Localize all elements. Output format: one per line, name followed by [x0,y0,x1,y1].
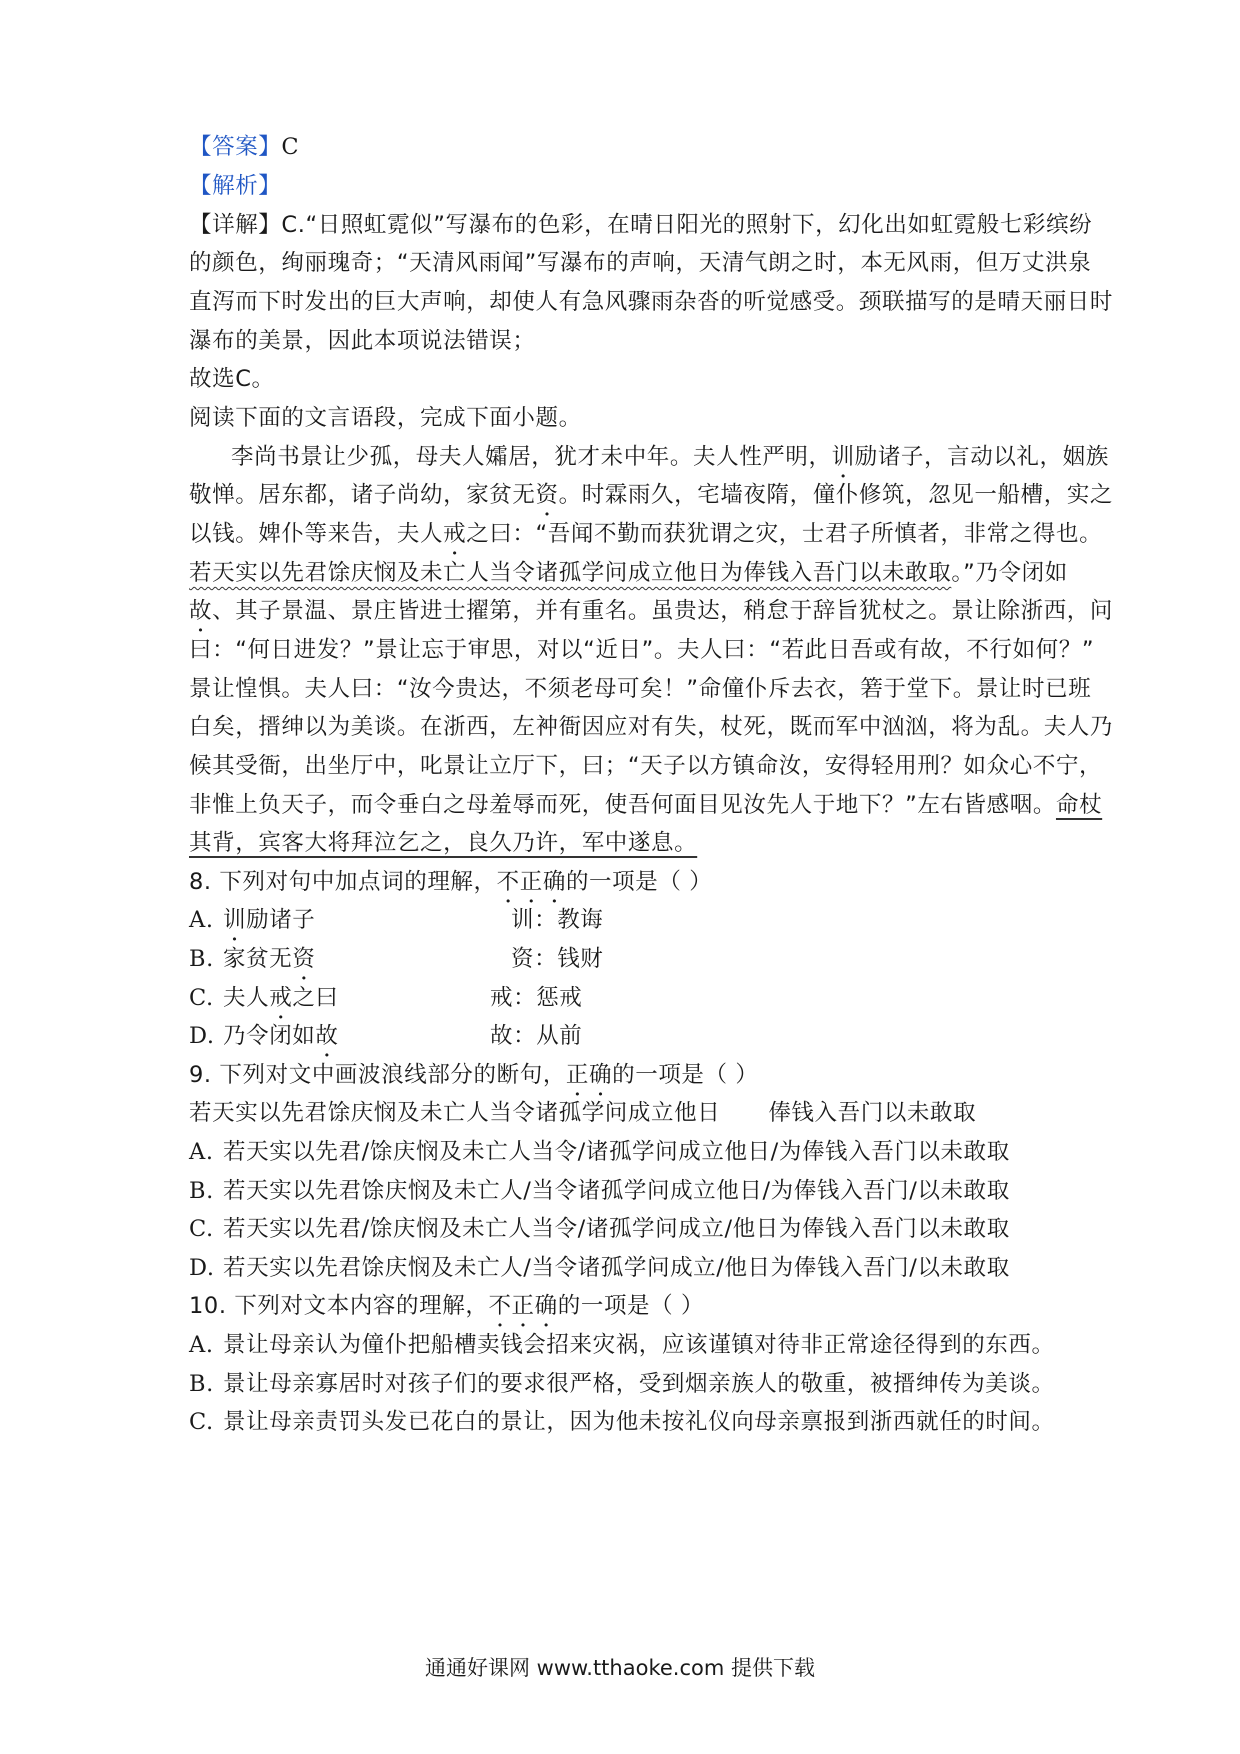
question-8-option-b[interactable] [189,944,1059,985]
emphasis-word: 正确 [565,1062,613,1088]
question-9-sentence [189,1098,1059,1128]
question-8-option-d[interactable] [189,1021,1059,1062]
question-10-option-b[interactable] [189,1369,1059,1399]
option-label: B. [189,1178,214,1204]
option-text: 夫人 [223,985,270,1011]
option-label: C. [189,1216,214,1242]
passage-text: 。时霖雨久，宅墙夜隋，僮仆修筑，忽见一船槽，实之 [558,482,1114,508]
dotted-word: 资 [535,482,559,508]
stem-text: 的一项是（ ） [612,1062,759,1088]
option-label: C. [189,1409,214,1435]
passage-line-7: 景让惶惧。夫人曰：“汝今贵达，不须老母可矣！”命僮仆斥去衣，箬于堂下。景让时已班 [189,676,1092,702]
question-10-stem [189,1291,1059,1332]
option-gloss: 故：从前 [490,1023,583,1049]
passage-line-2 [189,480,1114,521]
emphasis-word: 不正确 [488,1293,558,1319]
option-label: D. [189,1255,215,1281]
option-gloss: 训：教诲 [511,907,604,933]
passage-text: 励诸子，言动以礼，姻族 [854,444,1109,470]
stem-text: 9. 下列对文中画波浪线部分的断句， [189,1062,566,1088]
passage-text: 敬惮。居东都，诸子尚幼，家贫无 [189,482,536,508]
option-label: A. [189,1139,214,1165]
detail-label: 【详解】 [189,212,282,238]
passage-line-11 [189,828,1059,858]
question-9-stem [189,1060,1059,1101]
question-10-option-a[interactable] [189,1330,1059,1360]
answer-line [189,132,1059,162]
passage-line-5 [189,596,1114,637]
option-text: 景让母亲寡居时对孩子们的要求很严格，受到烟亲族人的敬重，被搢绅传为美谈。 [223,1371,1055,1397]
option-label: B. [189,946,214,972]
passage-line-10 [189,790,1103,820]
option-gloss: 戒：惩戒 [490,985,583,1011]
question-9-option-a[interactable] [189,1137,1059,1167]
question-8-stem [189,867,1059,908]
passage-text: 。”乃令闭如 [951,560,1068,586]
option-text: 若天实以先君馀庆悯及未亡人/当令诸孤学问成立他日/为俸钱入吾门/以未敢取 [223,1178,1010,1204]
passage-text: 之曰：“吾闻不勤而获犹谓之灾，士君子所慎者，非常之得也。 [466,521,1103,547]
option-label: B. [189,1371,214,1397]
sentence-part: 若天实以先君馀庆悯及未亡人当令诸孤学问成立他日 [189,1100,721,1126]
question-8-option-c[interactable] [189,983,1059,1024]
passage-line-3 [189,519,1103,560]
passage-text: 李尚书景让少孤，母夫人孀居，犹才未中年。夫人性严明， [231,444,832,470]
stem-text: 10. 下列对文本内容的理解， [189,1293,489,1319]
underlined-sentence: 命杖 [1055,792,1103,818]
passage-text: 、其子景温、景庄皆进士擢第，并有重名。虽贵达，稍怠于辞旨犹杖之。景让除浙西，问 [212,598,1114,624]
option-label: D. [189,1023,215,1049]
dotted-word: 资 [292,946,316,972]
passage-line-1 [231,442,1109,483]
stem-text: 的一项是（ ） [557,1293,705,1319]
emphasis-word: 不正确 [496,869,566,895]
analysis-line [189,171,1059,201]
passage-text: 以钱。婢仆等来告，夫人 [189,521,444,547]
passage-line-9: 候其受衙，出坐厅中，叱景让立厅下，曰；“天子以方镇命汝，安得轻用刑？如众心不宁， [189,753,1103,779]
option-text: 家贫无 [223,946,293,972]
option-text: 若天实以先君/馀庆悯及未亡人当令/诸孤学问成立/他日为俸钱入吾门以未敢取 [223,1216,1010,1242]
dotted-word: 故 [315,1023,339,1049]
option-text: 若天实以先君/馀庆悯及未亡人当令/诸孤学问成立他日/为俸钱入吾门以未敢取 [223,1139,1010,1165]
page-footer: 通通好课网 www.tthaoke.com 提供下载 [425,1656,815,1680]
option-text: 乃令闭如 [223,1023,316,1049]
option-gloss: 资：钱财 [511,946,604,972]
reading-intro: 阅读下面的文言语段，完成下面小题。 [189,405,582,431]
analysis-label: 【解析】 [189,173,282,199]
question-9-option-d[interactable] [189,1253,1059,1283]
option-text: 景让母亲责罚头发已花白的景让，因为他未按礼仪向母亲禀报到浙西就任的时间。 [223,1409,1055,1435]
passage-text: 非惟上负天子，而令垂白之母羞辱而死，使吾何面目见汝先人于地下？”左右皆感咽。 [189,792,1056,818]
option-text: 之曰 [292,985,339,1011]
question-9-option-c[interactable] [189,1214,1059,1244]
wavy-underlined-sentence: 若天实以先君馀庆悯及未亡人当令诸孤学问成立他日为俸钱入吾门以未敢取 [189,560,952,586]
dotted-word: 故 [189,598,213,624]
passage-line-4 [189,558,1068,588]
dotted-word: 训 [831,444,855,470]
question-8-option-a[interactable] [189,905,1059,946]
detail-text: C.“日照虹霓似”写瀑布的色彩，在晴日阳光的照射下，幻化出如虹霓般七彩缤纷 [281,212,1093,238]
passage-line-6: 曰：“何日进发？”景让忘于审思，对以“近日”。夫人曰：“若此日吾或有故，不行如何？” [189,637,1095,663]
question-9-option-b[interactable] [189,1176,1059,1206]
option-label: A. [189,1332,214,1358]
detail-line-4: 瀑布的美景，因此本项说法错误； [189,328,536,354]
stem-text: 的一项是（ ） [565,869,713,895]
sentence-part: 俸钱入吾门以未敢取 [768,1100,977,1126]
passage-line-8: 白矣，搢绅以为美谈。在浙西，左衶衙因应对有失，杖死，既而军中汹汹，将为乱。夫人乃 [189,714,1114,740]
detail-conclusion: 故选C。 [189,366,275,392]
option-label: A. [189,907,214,933]
answer-value: C [281,134,300,160]
stem-text: 8. 下列对句中加点词的理解， [189,869,497,895]
dotted-word: 戒 [269,985,293,1011]
option-text: 若天实以先君馀庆悯及未亡人/当令诸孤学问成立/他日为俸钱入吾门/以未敢取 [223,1255,1010,1281]
option-text: 励诸子 [246,907,316,933]
detail-line-1 [189,210,1093,240]
option-text: 景让母亲认为僮仆把船槽卖钱会招来灾祸，应该谨镇对待非正常途径得到的东西。 [223,1332,1055,1358]
question-10-option-c[interactable] [189,1407,1059,1437]
dotted-word: 训 [223,907,247,933]
option-label: C. [189,985,214,1011]
underlined-sentence: 其背，宾客大将拜泣乞之，良久乃许，军中遂息。 [189,830,698,856]
detail-line-2: 的颜色，绚丽瑰奇；“天清风雨闻”写瀑布的声响，天清气朗之时，本无风雨，但万丈洪泉 [189,250,1092,276]
answer-label: 【答案】 [189,134,282,160]
dotted-word: 戒 [443,521,467,547]
detail-line-3: 直泻而下时发出的巨大声响，却使人有急风骤雨杂沓的听觉感受。颈联描写的是晴天丽日时 [189,289,1114,315]
